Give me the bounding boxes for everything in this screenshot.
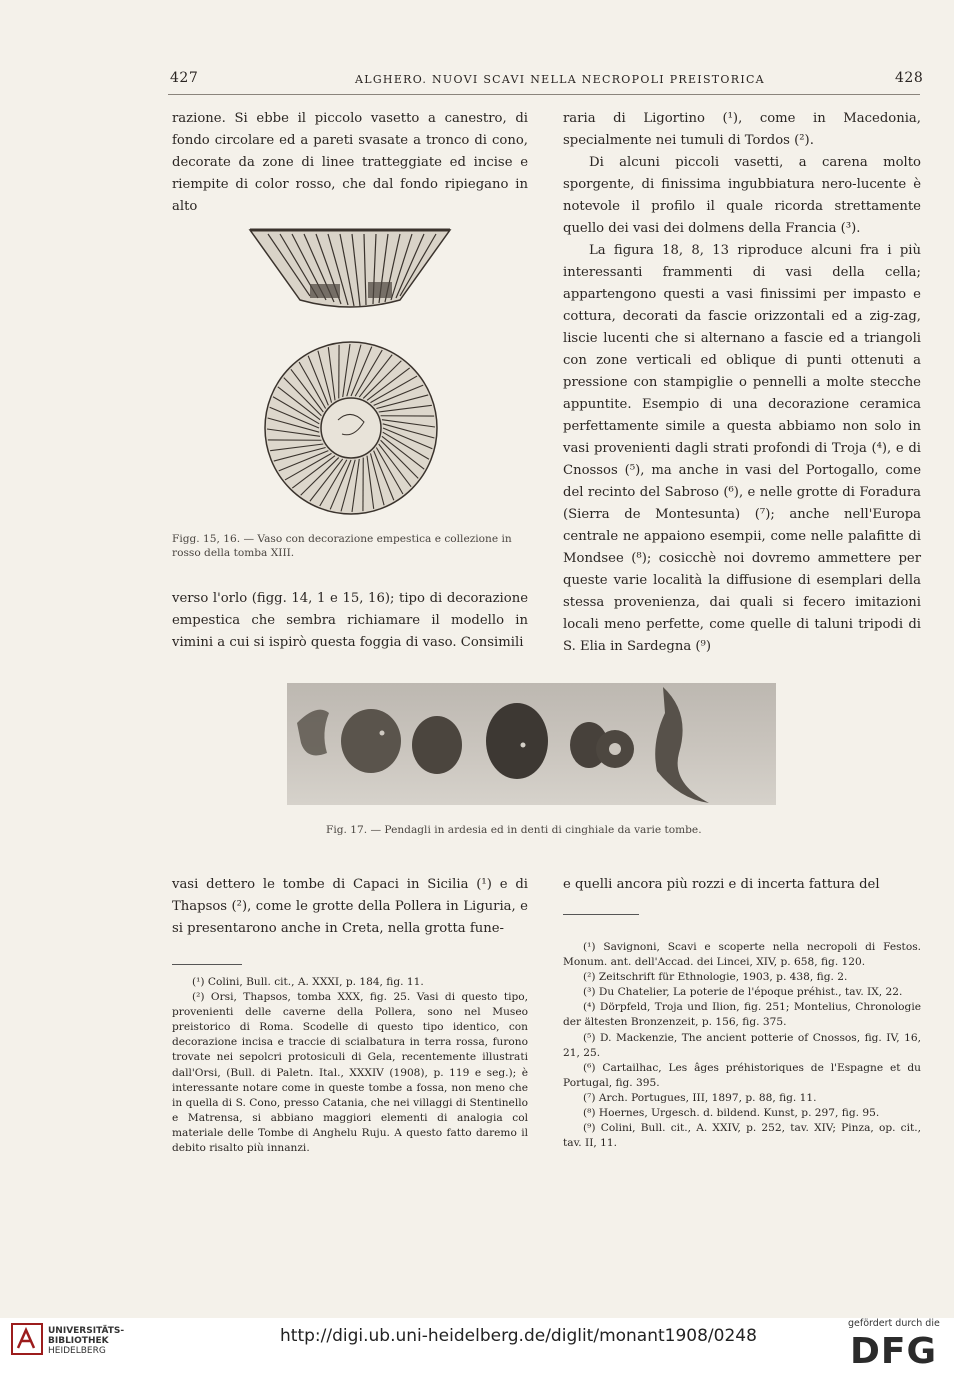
- page-number-right: 428: [895, 70, 924, 86]
- paragraph: verso l'orlo (figg. 14, 1 e 15, 16); tipo di decorazione empestica che sembra richiamare il modello in vimini a cui si ispirò questa foggia di vaso. Consimili: [172, 591, 528, 650]
- page-number-left: 427: [170, 70, 199, 86]
- footnote: (³) Du Chatelier, La poterie de l'époque préhist., tav. IX, 22.: [583, 986, 903, 999]
- dfg-logo: DFG: [850, 1331, 938, 1372]
- paragraph: Di alcuni piccoli vasetti, a carena molto sporgente, di finissima ingubbiatura nero-lucente è notevole il profilo il quale ricorda strettamente quello dei vasi dei dolmens della Francia (³).: [563, 155, 921, 236]
- footnote: (¹) Savignoni, Scavi e scoperte nella necropoli di Festos. Monum. ant. dell'Accad. dei Lincei, XIV, p. 658, fig. 120.: [563, 941, 921, 969]
- running-title: ALGHERO. NUOVI SCAVI NELLA NECROPOLI PREISTORICA: [355, 73, 765, 86]
- footnote-rule-left: [172, 964, 242, 965]
- funded-by-label: gefördert durch die: [848, 1318, 940, 1329]
- footnote: (²) Orsi, Thapsos, tomba XXX, fig. 25. Vasi di questo tipo, provenienti delle caverne della Pollera, sono nel Museo preistorico di Roma. Scodelle di questo tipo identico, con decorazione incisa e traccie di scialbatura in terra rossa, furono trovate nei sepolcri protosiculi di Gela, recentemente illustrati dall'Orsi, (Bull. di Paletn. Ital., XXXIV (1908), p. 119 e seg.); è interessante notare come in queste tombe a fossa, non meno che in quella di S. Cono, presso Catania, che nei villaggi di Stentinello e Matrensa, si abbiano maggiori elementi di analogia col materiale delle Tombe di Anghelu Ruju. A questo fatto daremo il debito risalto più innanzi.: [172, 991, 528, 1155]
- permalink-url[interactable]: http://digi.ub.uni-heidelberg.de/diglit/monant1908/0248: [280, 1326, 757, 1346]
- university-library-name: [48, 1326, 124, 1356]
- header-rule: [168, 94, 920, 95]
- footnotes-right: [563, 940, 921, 1151]
- footnote: (⁴) Dörpfeld, Troja und Ilion, fig. 251; Montelius, Chronologie der ältesten Bronzenzeit, p. 156, fig. 375.: [563, 1001, 921, 1029]
- figure-15-16-caption: Figg. 15, 16. — Vaso con decorazione empestica e collezione in rosso della tomba XIII.: [172, 533, 512, 559]
- paragraph: La figura 18, 8, 13 riproduce alcuni fra i più interessanti frammenti di vasi della cella; appartengono questi a vasi finissimi per impasto e cottura, decorati da fascie orizzontali ed a zig-zag, liscie lucenti che si alternano a fascie ed a triangoli con zone verticali ed oblique di punti ottenuti a pressione con stampiglie o pennelli a molte stecche appuntite. Esempio di una decorazione ceramica perfettamente simile a questa abbiamo non solo in vasi provenienti dagli strati profondi di Troja (⁴), e di Cnossos (⁵), ma anche in vasi del Portogallo, come del recinto del Sabroso (⁶), e nelle grotte di Foradura (Sierra de Montesunta) (⁷); anche nell'Europa centrale ne appaiono esempii, come nelle palafitte di Mondsee (⁸); cosicchè noi dovremo ammettere per queste varie località la diffusione di esemplari della stessa provenienza, dai quali si fecero imitazioni locali meno perfette, come quelle di taluni tripodi di S. Elia in Sardegna (⁹): [563, 243, 921, 654]
- right-column-bottom: [563, 874, 921, 896]
- left-column-top: [172, 108, 528, 218]
- footnote: (⁶) Cartailhac, Les âges préhistoriques de l'Espagne et du Portugal, fig. 395.: [563, 1061, 921, 1089]
- paragraph: vasi dettero le tombe di Capaci in Sicilia (¹) e di Thapsos (²), come le grotte della Pollera in Liguria, e si presentarono anche in Creta, nella grotta fune-: [172, 877, 528, 936]
- paragraph: razione. Si ebbe il piccolo vasetto a canestro, di fondo circolare ed a pareti svasate a tronco di cono, decorate da zone di linee tratteggiate ed incise e riempite di color rosso, che dal fondo ripiegano in alto: [172, 111, 528, 214]
- footnote: (¹) Colini, Bull. cit., A. XXXI, p. 184, fig. 11.: [192, 976, 424, 988]
- library-line: HEIDELBERG: [48, 1346, 106, 1356]
- footnote: (⁸) Hoernes, Urgesch. d. bildend. Kunst, p. 297, fig. 95.: [583, 1107, 880, 1120]
- figure-17-caption: Fig. 17. — Pendagli in ardesia ed in denti di cinghiale da varie tombe.: [326, 824, 702, 836]
- footnotes-left: [172, 975, 528, 1156]
- pendants-drawing: [287, 683, 776, 805]
- paragraph: raria di Ligortino (¹), come in Macedonia, specialmente nei tumuli di Tordos (²).: [563, 111, 921, 148]
- footnote: (⁵) D. Mackenzie, The ancient potterie of Cnossos, fig. IV, 16, 21, 25.: [563, 1031, 921, 1059]
- footnote: (⁹) Colini, Bull. cit., A. XXIV, p. 252, tav. XIV; Pinza, op. cit., tav. II, 11.: [563, 1122, 921, 1150]
- university-library-logo-icon: [10, 1322, 44, 1356]
- footnote: (²) Zeitschrift für Ethnologie, 1903, p. 438, fig. 2.: [583, 971, 848, 984]
- left-column-bottom: [172, 874, 528, 940]
- left-column-middle: [172, 588, 528, 654]
- figure-15-vase-profile: [240, 222, 460, 322]
- paragraph: e quelli ancora più rozzi e di incerta fattura del: [563, 877, 880, 892]
- footnote-rule-right: [563, 914, 639, 915]
- library-line: UNIVERSITÄTS-: [48, 1326, 125, 1336]
- figure-17-photograph: [287, 683, 776, 805]
- figure-16-vase-bottom: [258, 338, 444, 518]
- footnote: (⁷) Arch. Portugues, III, 1897, p. 88, fig. 11.: [583, 1091, 817, 1104]
- library-line: BIBLIOTHEK: [48, 1336, 109, 1346]
- right-column-top: [563, 108, 921, 658]
